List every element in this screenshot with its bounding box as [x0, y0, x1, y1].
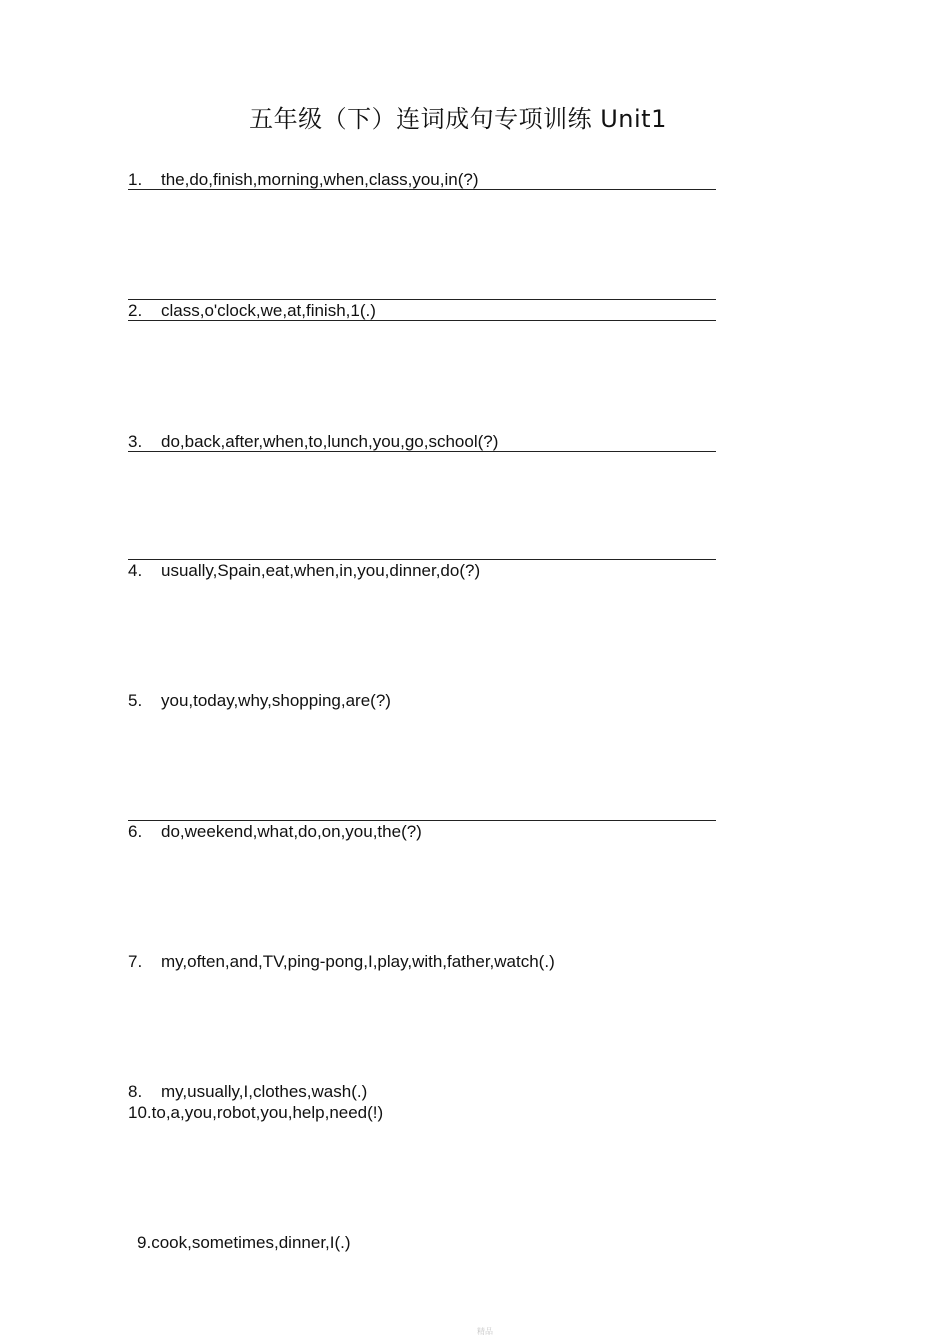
question-6 [128, 821, 422, 843]
question-text: the,do,finish,morning,when,class,you,in(?) [161, 170, 479, 189]
question-text: class,o'clock,we,at,finish,1(.) [161, 301, 376, 320]
question-number: 2. [128, 301, 143, 320]
question-text: cook,sometimes,dinner,I(.) [151, 1233, 351, 1252]
question-2 [128, 300, 376, 322]
question-text: my,usually,I,clothes,wash(.) [161, 1082, 368, 1101]
question-text: you,today,why,shopping,are(?) [161, 691, 391, 710]
page-footer-mark: 精品 [477, 1327, 493, 1336]
page-title: 五年级（下）连词成句专项训练 Unit1 [249, 105, 667, 133]
question-number: 6. [128, 822, 143, 841]
question-text: do,weekend,what,do,on,you,the(?) [161, 822, 422, 841]
answer-line [128, 451, 716, 452]
question-10 [128, 1102, 383, 1124]
question-number: 10. [128, 1103, 152, 1122]
question-text: my,often,and,TV,ping-pong,I,play,with,father,watch(.) [161, 952, 555, 971]
question-4 [128, 560, 480, 582]
question-number: 8. [128, 1082, 143, 1101]
answer-line [128, 320, 716, 321]
question-text: to,a,you,robot,you,help,need(!) [151, 1103, 384, 1122]
question-number: 5. [128, 691, 143, 710]
question-7 [128, 951, 555, 973]
question-number: 3. [128, 432, 143, 451]
question-8 [128, 1081, 367, 1103]
answer-line [128, 189, 716, 190]
question-number: 9. [137, 1233, 152, 1252]
question-9 [137, 1232, 351, 1254]
question-1 [128, 169, 479, 191]
question-number: 7. [128, 952, 143, 971]
question-3 [128, 431, 498, 453]
question-number: 1. [128, 170, 143, 189]
question-5 [128, 690, 391, 712]
question-number: 4. [128, 561, 143, 580]
question-text: do,back,after,when,to,lunch,you,go,school(?) [161, 432, 499, 451]
question-text: usually,Spain,eat,when,in,you,dinner,do(?) [161, 561, 481, 580]
